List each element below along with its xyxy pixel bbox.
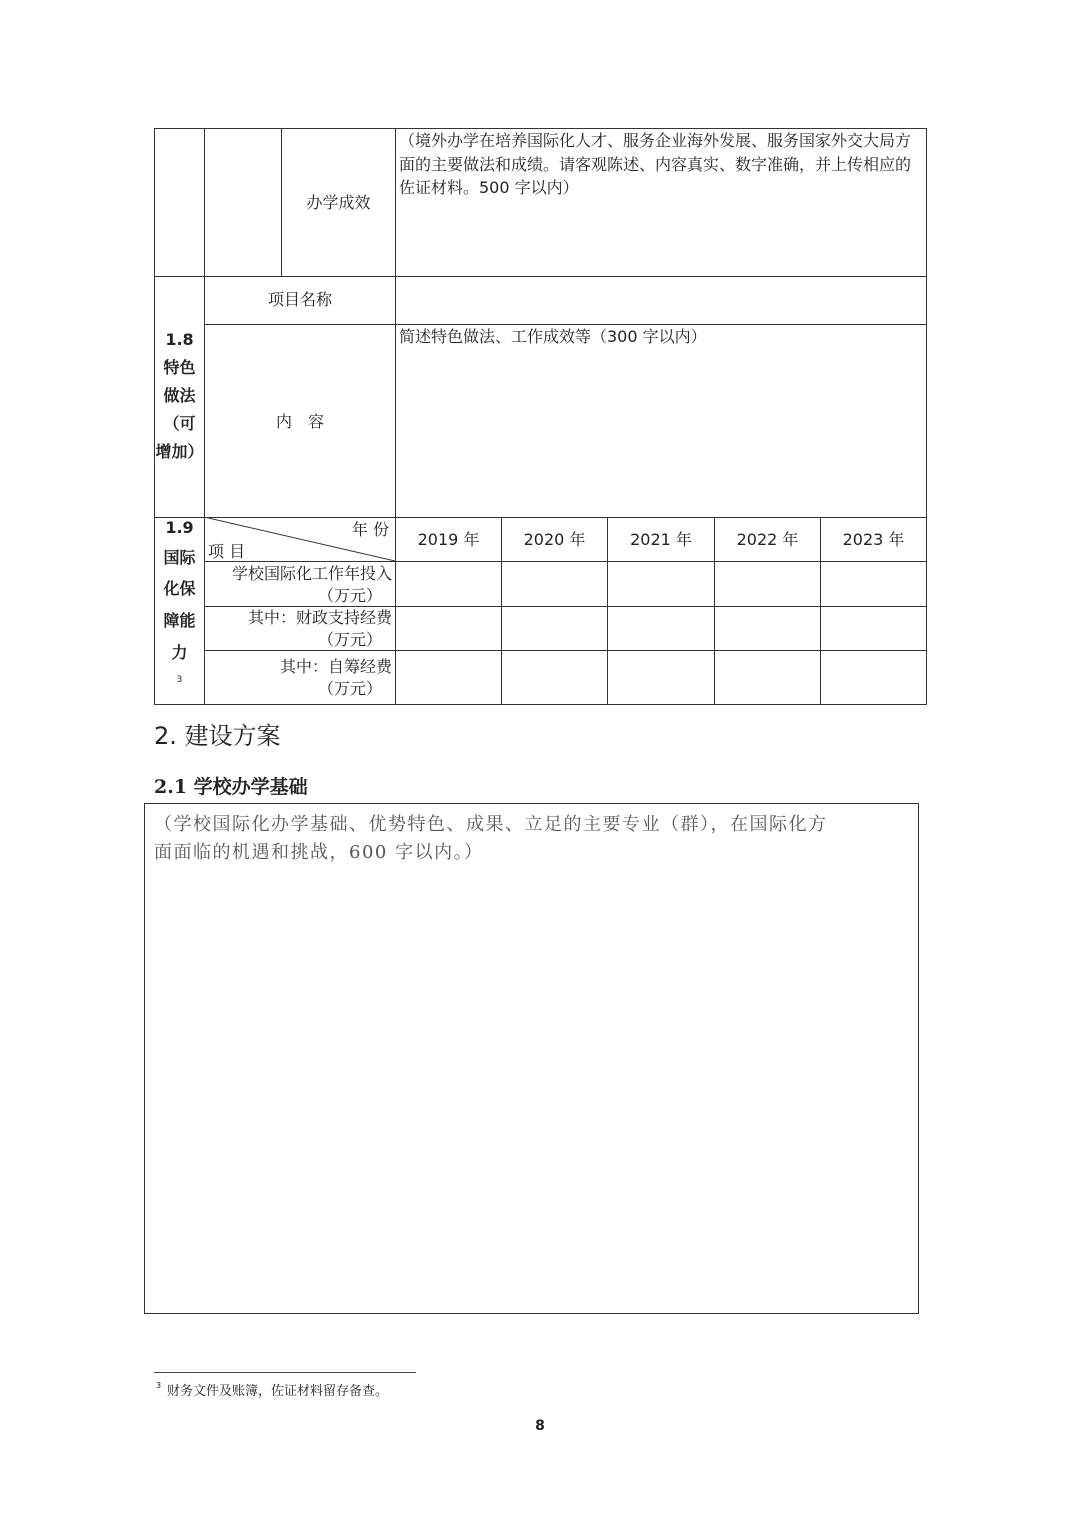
content-note: 简述特色做法、工作成效等（300 字以内） [399, 327, 707, 346]
table-cell[interactable] [396, 562, 501, 606]
year-header: 2021 年 [630, 530, 692, 549]
year-header: 2023 年 [842, 530, 905, 549]
school-basis-box[interactable] [144, 803, 919, 1314]
table-cell[interactable] [715, 651, 820, 704]
table-cell[interactable] [396, 607, 501, 650]
content-input[interactable] [396, 350, 926, 516]
table-cell[interactable] [608, 562, 714, 606]
table-cell[interactable] [821, 562, 926, 606]
project-name-input[interactable] [396, 277, 926, 324]
footnote-ref: 3 [176, 675, 183, 685]
year-header: 2019 年 [417, 530, 480, 549]
header-item-label: 项 目 [208, 542, 246, 561]
section-heading-2-1: 2.1 学校办学基础 [154, 776, 308, 798]
table-cell[interactable] [715, 607, 820, 650]
footnote-marker: 3 [156, 1381, 162, 1390]
table-cell[interactable] [502, 562, 607, 606]
table-cell[interactable] [821, 607, 926, 650]
footnote-text: 财务文件及账簿，佐证材料留存备查。 [167, 1384, 389, 1399]
section-heading-2: 2. 建设方案 [154, 722, 281, 750]
achievement-label: 办学成效 [306, 193, 371, 212]
table-cell[interactable] [715, 562, 820, 606]
achievement-input[interactable] [396, 200, 926, 275]
year-header: 2020 年 [523, 530, 586, 549]
content-label: 内 容 [275, 412, 324, 431]
school-basis-note: （学校国际化办学基础、优势特色、成果、立足的主要专业（群），在国际化方 面面临的机遇和挑战，600 字以内。） [154, 814, 828, 863]
year-header: 2022 年 [736, 530, 799, 549]
table-cell[interactable] [608, 651, 714, 704]
header-year-label: 年 份 [351, 520, 389, 539]
table-cell[interactable] [502, 607, 607, 650]
footnote-rule [154, 1372, 416, 1373]
table-cell[interactable] [821, 651, 926, 704]
project-name-label: 项目名称 [267, 290, 332, 309]
page-number: 8 [535, 1418, 545, 1434]
table-cell[interactable] [608, 607, 714, 650]
table-cell[interactable] [396, 651, 501, 704]
table-cell[interactable] [502, 651, 607, 704]
